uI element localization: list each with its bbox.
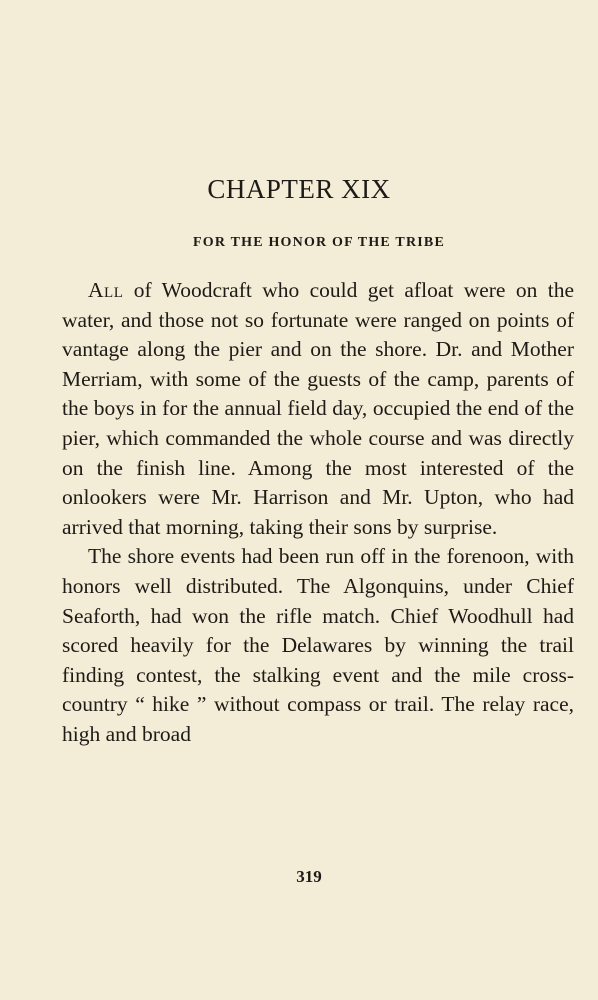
page-number: 319 (296, 867, 322, 886)
chapter-title: CHAPTER XIX (207, 174, 391, 204)
paragraph-2: The shore events had been run off in the forenoon, with honors well distributed. The Algonquins, under Chief Seaforth, had won the rifle match. Chief Woodhull had scored heavily for the Delawares by winning the trail finding contest, the stalking event and the mile cross-country “ hike ” without compass or trail. The relay race, high and broad (62, 544, 574, 746)
paragraph-1 (62, 276, 574, 542)
chapter-subtitle: FOR THE HONOR OF THE TRIBE (192, 235, 445, 250)
chapter-body (62, 276, 574, 750)
paragraph-1-lead-word: All (88, 278, 124, 302)
paragraph-1-text: of Woodcraft who could get afloat were on the water, and those not so fortunate were ranged on points of vantage along the pier and on the shore. Dr. and Mother Merriam, with some of the guests of the camp, parents of the boys in for the annual field day, occupied the end of the pier, which commanded the whole course and was directly on the finish line. Among the most interested of the onlookers were Mr. Harrison and Mr. Upton, who had arrived that morning, taking their sons by surprise. (62, 278, 574, 539)
